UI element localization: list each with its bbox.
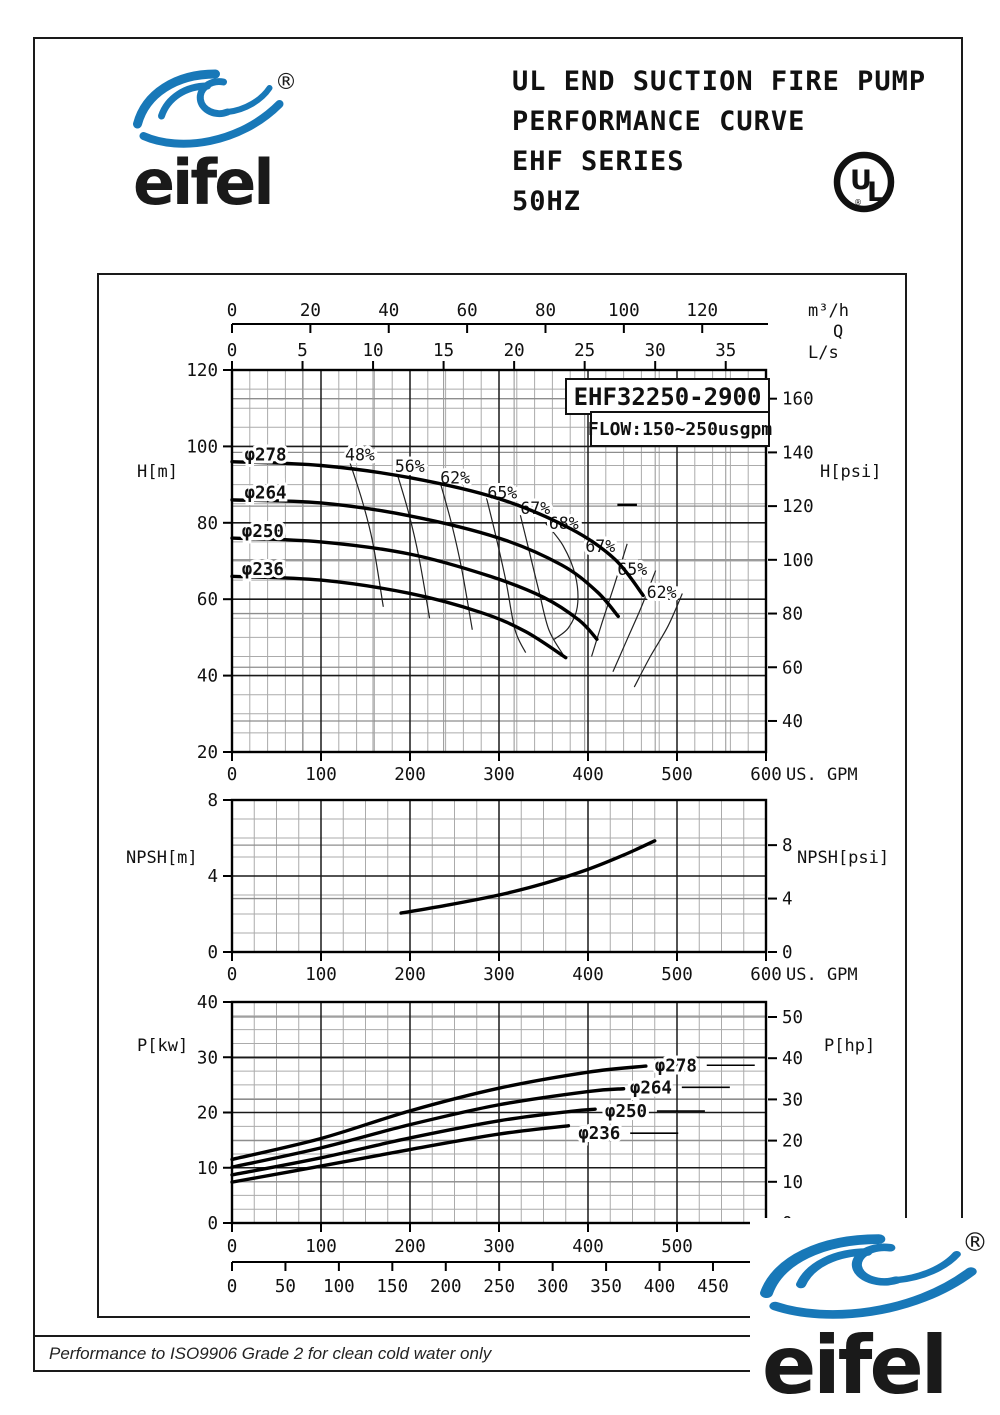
q-axis-label: Q xyxy=(833,322,844,342)
svg-text:350: 350 xyxy=(590,1277,622,1297)
swirl-icon xyxy=(752,1224,997,1332)
svg-text:140: 140 xyxy=(782,443,814,464)
svg-text:67%: 67% xyxy=(520,498,551,518)
svg-text:4: 4 xyxy=(782,889,793,910)
brand-logo-bottom xyxy=(750,1218,1000,1415)
footer-note: Performance to ISO9906 Grade 2 for clean cold water only xyxy=(49,1344,492,1363)
svg-text:φ250: φ250 xyxy=(604,1102,648,1123)
svg-text:300: 300 xyxy=(483,1237,515,1257)
svg-text:200: 200 xyxy=(394,1237,426,1257)
brand-wordmark: eifel xyxy=(762,1319,946,1412)
svg-text:160: 160 xyxy=(782,389,814,410)
svg-text:200: 200 xyxy=(429,1277,462,1297)
npsh-y-axis-label: NPSH[m] xyxy=(126,848,198,868)
svg-text:120: 120 xyxy=(686,301,719,321)
title-line-3: EHF SERIES xyxy=(512,146,685,177)
svg-text:0: 0 xyxy=(226,1237,238,1257)
svg-text:φ236: φ236 xyxy=(241,560,284,580)
svg-text:120: 120 xyxy=(186,361,218,381)
svg-text:65%: 65% xyxy=(487,483,518,503)
m3h-axis-label: m³/h xyxy=(808,301,849,321)
svg-text:300: 300 xyxy=(483,965,515,985)
svg-text:62%: 62% xyxy=(646,582,677,602)
swirl-icon xyxy=(125,60,300,160)
title-line-1: UL END SUCTION FIRE PUMP xyxy=(512,66,927,97)
svg-text:120: 120 xyxy=(782,497,814,518)
head-y-axis-label: H[m] xyxy=(137,462,178,482)
power-right-axis-label: P[hp] xyxy=(824,1036,876,1056)
svg-text:80: 80 xyxy=(196,513,218,534)
svg-text:30: 30 xyxy=(196,1048,218,1069)
svg-text:500: 500 xyxy=(661,965,693,985)
svg-text:10: 10 xyxy=(782,1172,804,1193)
svg-text:φ236: φ236 xyxy=(578,1124,621,1145)
svg-text:0: 0 xyxy=(207,1214,218,1234)
svg-text:20: 20 xyxy=(196,1103,218,1124)
svg-text:100: 100 xyxy=(186,437,218,458)
svg-text:100: 100 xyxy=(305,765,337,785)
svg-text:20: 20 xyxy=(196,743,218,763)
title-line-2: PERFORMANCE CURVE xyxy=(512,106,806,137)
svg-text:65%: 65% xyxy=(617,560,648,579)
svg-text:100: 100 xyxy=(782,550,814,571)
svg-text:250: 250 xyxy=(483,1277,516,1297)
svg-text:400: 400 xyxy=(572,965,604,985)
npsh-right-axis-label: NPSH[psi] xyxy=(797,848,890,868)
svg-text:0: 0 xyxy=(226,301,238,321)
ul-circle-icon xyxy=(828,148,900,220)
svg-text:10: 10 xyxy=(362,341,384,361)
svg-text:0: 0 xyxy=(782,943,793,963)
svg-text:200: 200 xyxy=(394,965,426,985)
npsh-x-unit-label: US. GPM xyxy=(786,965,858,985)
svg-text:48%: 48% xyxy=(345,445,375,465)
svg-text:600: 600 xyxy=(750,765,782,785)
svg-text:100: 100 xyxy=(305,965,337,985)
svg-text:L: L xyxy=(867,177,885,208)
svg-text:15: 15 xyxy=(433,341,455,361)
svg-text:300: 300 xyxy=(483,765,515,785)
svg-text:φ278: φ278 xyxy=(654,1056,697,1077)
svg-text:φ264: φ264 xyxy=(244,483,287,504)
svg-text:40: 40 xyxy=(782,711,804,732)
svg-text:4: 4 xyxy=(207,867,218,887)
svg-text:50: 50 xyxy=(782,1008,804,1029)
svg-text:40: 40 xyxy=(196,666,218,687)
title-block xyxy=(512,62,972,222)
ul-mark xyxy=(828,148,900,220)
svg-text:400: 400 xyxy=(572,1237,604,1257)
svg-text:0: 0 xyxy=(226,965,238,985)
title-line-4: 50HZ xyxy=(512,186,582,217)
svg-text:20: 20 xyxy=(782,1131,804,1152)
svg-text:φ278: φ278 xyxy=(244,445,287,466)
head-x-unit-label: US. GPM xyxy=(786,765,858,785)
svg-text:40: 40 xyxy=(196,993,218,1013)
svg-text:25: 25 xyxy=(574,341,596,361)
svg-text:400: 400 xyxy=(572,765,604,785)
svg-text:40: 40 xyxy=(378,301,400,321)
svg-text:0: 0 xyxy=(226,341,238,361)
svg-text:0: 0 xyxy=(207,943,218,963)
svg-text:50: 50 xyxy=(274,1277,296,1297)
svg-text:30: 30 xyxy=(782,1090,804,1111)
svg-text:500: 500 xyxy=(661,765,693,785)
svg-text:φ264: φ264 xyxy=(629,1078,672,1099)
svg-text:10: 10 xyxy=(196,1158,218,1179)
model-number-box: EHF32250-2900 xyxy=(565,378,770,415)
chart-container-border xyxy=(97,273,907,1318)
registered-mark: ® xyxy=(275,70,297,95)
svg-text:0: 0 xyxy=(226,765,238,785)
svg-text:8: 8 xyxy=(782,836,793,857)
svg-text:400: 400 xyxy=(643,1277,676,1297)
svg-text:62%: 62% xyxy=(440,468,471,488)
svg-text:U: U xyxy=(850,165,872,196)
flow-range-box: FLOW:150~250usgpm xyxy=(590,411,770,447)
head-right-axis-label: H[psi] xyxy=(820,462,882,482)
svg-text:8: 8 xyxy=(207,791,218,811)
svg-text:67%: 67% xyxy=(585,537,616,557)
svg-text:20: 20 xyxy=(503,341,525,361)
svg-text:100: 100 xyxy=(608,301,640,321)
svg-text:68%: 68% xyxy=(548,514,579,534)
svg-text:60: 60 xyxy=(782,658,804,679)
svg-text:35: 35 xyxy=(715,341,737,361)
svg-text:5: 5 xyxy=(297,341,308,361)
svg-text:150: 150 xyxy=(376,1277,409,1297)
svg-text:60: 60 xyxy=(456,301,478,321)
svg-text:30: 30 xyxy=(644,341,666,361)
svg-text:60: 60 xyxy=(196,590,218,611)
svg-text:φ250: φ250 xyxy=(241,521,284,542)
svg-text:56%: 56% xyxy=(394,456,425,476)
registered-mark: ® xyxy=(962,1228,988,1258)
svg-text:100: 100 xyxy=(305,1237,337,1257)
svg-text:450: 450 xyxy=(697,1277,729,1297)
svg-text:80: 80 xyxy=(534,301,557,321)
svg-text:300: 300 xyxy=(536,1277,569,1297)
power-y-axis-label: P[kw] xyxy=(137,1036,189,1056)
svg-text:600: 600 xyxy=(750,965,782,985)
svg-text:0: 0 xyxy=(226,1277,238,1297)
svg-text:200: 200 xyxy=(394,765,426,785)
svg-text:20: 20 xyxy=(299,301,321,321)
svg-text:500: 500 xyxy=(661,1237,693,1257)
svg-text:80: 80 xyxy=(782,604,804,625)
svg-text:100: 100 xyxy=(323,1277,355,1297)
svg-text:40: 40 xyxy=(782,1049,804,1070)
brand-wordmark: eifel xyxy=(133,146,272,219)
brand-logo-top xyxy=(125,60,315,220)
ls-axis-label: L/s xyxy=(808,343,839,363)
svg-text:®: ® xyxy=(854,198,862,207)
